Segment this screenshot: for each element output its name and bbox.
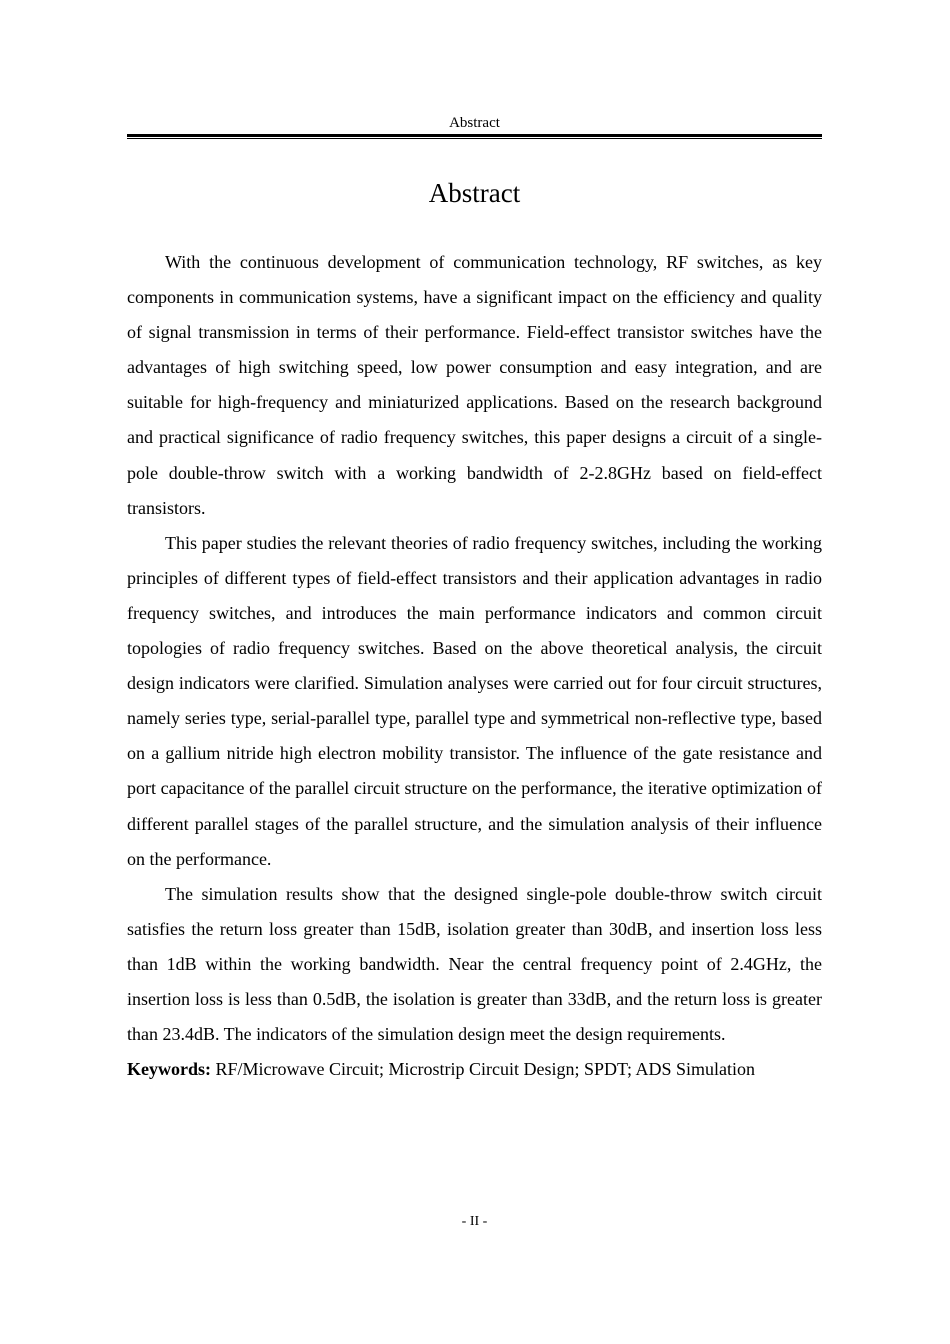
keywords-text: RF/Microwave Circuit; Microstrip Circuit Design; SPDT; ADS Simulation xyxy=(211,1059,755,1080)
keywords-line xyxy=(127,1052,822,1087)
running-header: Abstract xyxy=(449,115,500,131)
abstract-body xyxy=(127,245,822,1087)
abstract-paragraph-2: This paper studies the relevant theories of radio frequency switches, including the working principles of different types of field-effect transistors and their application advantages in radio frequency switches, and introduces the main performance indicators and common circuit topologies of radio frequency switches. Based on the above theoretical analysis, the circuit design indicators were clarified. Simulation analyses were carried out for four circuit structures, namely series type, serial-parallel type, parallel type and symmetrical non-reflective type, based on a gallium nitride high electron mobility transistor. The influence of the gate resistance and port capacitance of the parallel circuit structure on the performance, the iterative optimization of different parallel stages of the parallel structure, and the simulation analysis of their influence on the performance. xyxy=(127,532,822,869)
header-rule-thick xyxy=(127,134,822,137)
page-title: Abstract xyxy=(428,178,521,208)
abstract-paragraph-1: With the continuous development of communication technology, RF switches, as key components in communication systems, have a significant impact on the efficiency and quality of signal transmission in terms of their performance. Field-effect transistor switches have the advantages of high switching speed, low power consumption and easy integration, and are suitable for high-frequency and miniaturized applications. Based on the research background and practical significance of radio frequency switches, this paper designs a circuit of a single-pole double-throw switch with a working bandwidth of 2-2.8GHz based on field-effect transistors. xyxy=(127,252,822,518)
abstract-paragraph-3: The simulation results show that the designed single-pole double-throw switch circuit satisfies the return loss greater than 15dB, isolation greater than 30dB, and insertion loss less than 1dB within the working bandwidth. Near the central frequency point of 2.4GHz, the insertion loss is less than 0.5dB, the isolation is greater than 33dB, and the return loss is greater than 23.4dB. The indicators of the simulation design meet the design requirements. xyxy=(127,883,822,1045)
keywords-label: Keywords: xyxy=(127,1059,211,1080)
page-number: - II - xyxy=(461,1214,488,1229)
header-rule-thin xyxy=(127,138,822,139)
